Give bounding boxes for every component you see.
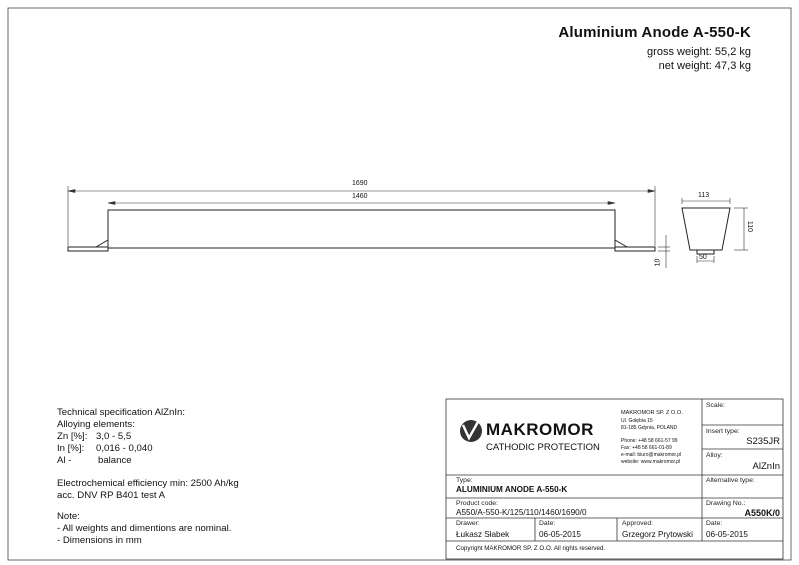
company-fax: Fax: +48 58 661-01-89: [621, 445, 672, 451]
dim-text-bottom-width: 50: [699, 254, 707, 261]
approved-label: Approved:: [622, 520, 653, 527]
drawer-label: Drawer:: [456, 520, 480, 527]
insert-right: [615, 247, 655, 251]
alloy-heading: Alloying elements:: [57, 419, 135, 430]
alloy-value: AlZnIn: [752, 461, 780, 472]
type-label: Type:: [456, 477, 473, 484]
dim-text-height: 110: [746, 220, 754, 233]
anode-side-view: [682, 208, 730, 254]
zn-value: 3,0 - 5,5: [96, 431, 132, 442]
al-label: Al -: [57, 455, 72, 466]
logo-wordmark: MAKROMOR: [486, 420, 594, 439]
insert-type-label: Insert type:: [706, 428, 740, 435]
company-website: website: www.makromor.pl: [621, 459, 681, 465]
arrow-body-right: [608, 202, 615, 205]
drawer-date-value: 06-05-2015: [539, 530, 581, 539]
net-weight: net weight: 47,3 kg: [658, 60, 751, 72]
drawer-value: Łukasz Słabek: [456, 530, 510, 539]
company-address-1: Ul. Gołębia 15: [621, 418, 653, 424]
copyright-text: Copyright MAKROMOR SP. Z O.O. All rights reserved.: [456, 545, 606, 552]
in-value: 0,016 - 0,040: [96, 443, 153, 454]
insert-type-value: S235JR: [746, 436, 780, 447]
type-value: ALUMINIUM ANODE A-550-K: [456, 485, 568, 494]
insert-right-bevel: [615, 240, 627, 247]
anode-body: [108, 210, 615, 248]
anode-front-view: [68, 210, 655, 251]
product-code-value: A550/A-550-K/125/110/1460/1690/0: [456, 508, 587, 517]
dim-text-total: 1690: [352, 180, 368, 187]
company-name: MAKROMOR SP. Z O.O.: [621, 410, 683, 416]
arrow-total-right: [648, 190, 655, 193]
makromor-logo-icon: [460, 420, 482, 442]
insert-left: [68, 247, 108, 251]
arrow-total-left: [68, 190, 75, 193]
note-dimensions: - Dimensions in mm: [57, 535, 142, 546]
final-date-label: Date:: [706, 520, 723, 527]
dim-text-insert: 10: [654, 258, 662, 267]
company-address-2: 81-185 Gdynia, POLAND: [621, 425, 678, 431]
zn-label: Zn [%]:: [57, 431, 88, 442]
product-code-label: Product code:: [456, 500, 498, 507]
alt-type-label: Alternative type:: [706, 477, 755, 484]
logo-subtitle: CATHODIC PROTECTION: [486, 442, 600, 453]
alloy-label: Alloy:: [706, 452, 723, 459]
al-value: balance: [98, 455, 132, 466]
side-profile: [682, 208, 730, 250]
note-weights: - All weights and dimentions are nominal.: [57, 523, 232, 534]
drawing-title: Aluminium Anode A-550-K: [558, 24, 751, 41]
drawing-no-value: A550K/0: [744, 508, 780, 518]
scale-label: Scale:: [706, 402, 725, 409]
gross-weight: gross weight: 55,2 kg: [647, 46, 751, 58]
standard-text: acc. DNV RP B401 test A: [57, 490, 166, 501]
spec-heading: Technical specification AlZnIn:: [57, 407, 185, 418]
drawing-no-label: Drawing No.:: [706, 500, 746, 507]
company-phone: Phone: +48 58 661-57 99: [621, 438, 678, 444]
arrow-body-left: [108, 202, 115, 205]
dim-text-top-width: 113: [698, 192, 710, 199]
efficiency-text: Electrochemical efficiency min: 2500 Ah/kg: [57, 478, 239, 489]
dim-text-body: 1460: [352, 193, 368, 200]
drawer-date-label: Date:: [539, 520, 556, 527]
note-heading: Note:: [57, 511, 80, 522]
approved-value: Grzegorz Prytowski: [622, 530, 693, 539]
final-date-value: 06-05-2015: [706, 530, 748, 539]
insert-left-bevel: [96, 240, 108, 247]
company-email: e-mail: biuro@makromor.pl: [621, 452, 682, 458]
in-label: In [%]:: [57, 443, 85, 454]
